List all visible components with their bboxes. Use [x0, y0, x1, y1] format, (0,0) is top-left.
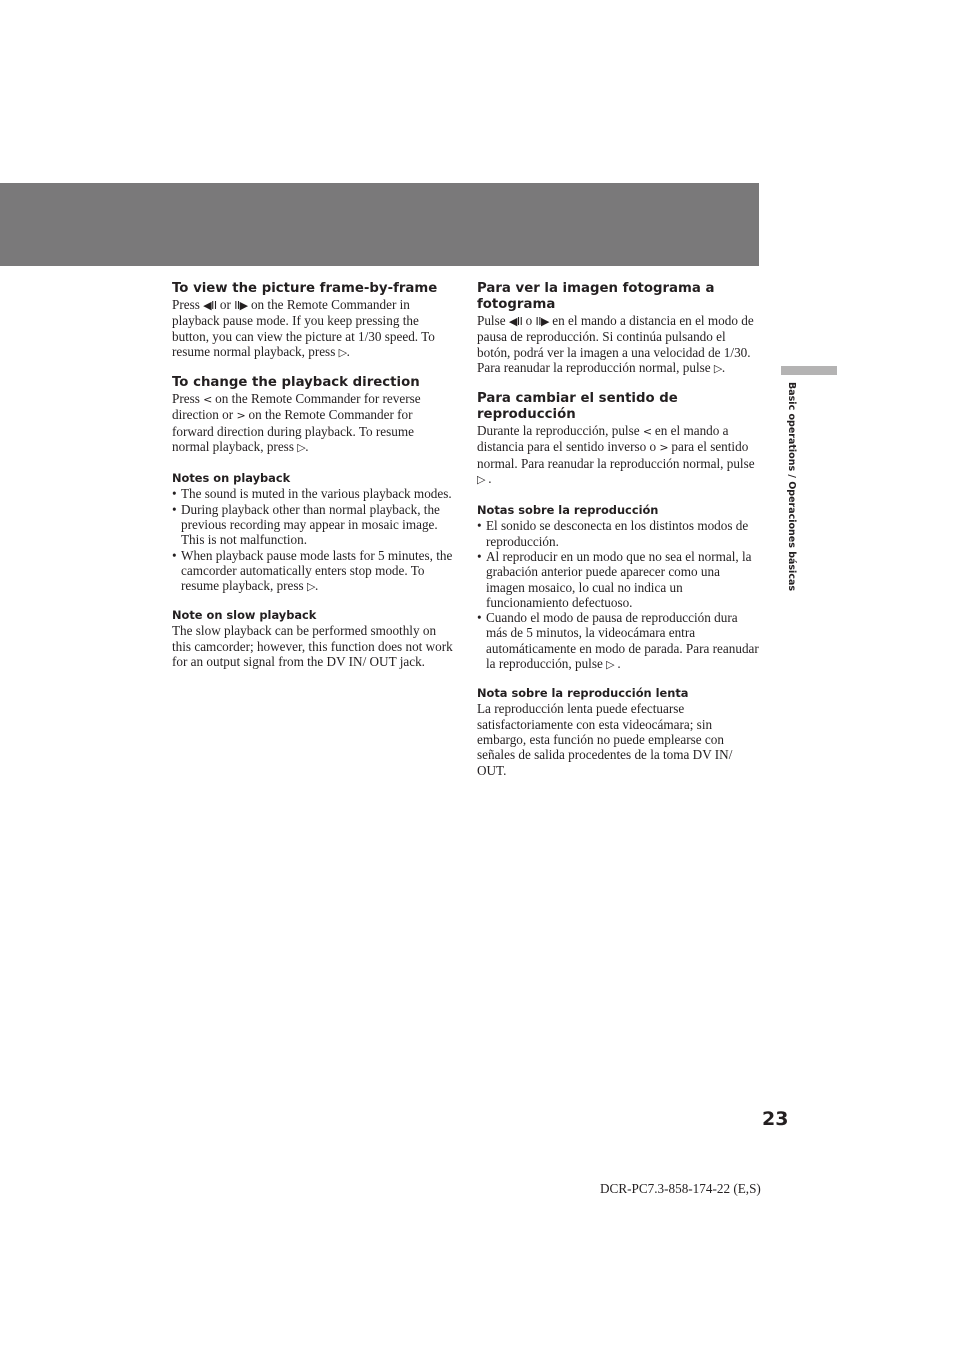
play-icon: ▷ — [306, 580, 315, 594]
list-item: • During playback other than normal playback, the previous recording may appear in mosaic image. This is not malfunction. — [172, 501, 440, 548]
frame-back-icon: ◀II — [203, 299, 217, 312]
en-notes-list — [172, 486, 454, 594]
list-item: • El sonido se desconecta en los distintos modos de reproducción. — [477, 518, 749, 549]
header-band — [0, 183, 759, 266]
forward-icon: > — [236, 409, 246, 423]
es-notes-heading: Notas sobre la reproducción — [477, 503, 659, 518]
page-number: 23 — [762, 1108, 789, 1130]
forward-icon: > — [659, 441, 669, 455]
reverse-icon: < — [642, 425, 652, 439]
es-direction-paragraph: Durante la reproducción, pulse < en el mando a distancia para el sentido inverso o > para el sentido normal. Para reanudar la reproducción normal, pulse ▷ . — [477, 423, 755, 487]
english-column — [172, 281, 454, 669]
es-notes-list — [477, 518, 759, 672]
es-slow-heading: Nota sobre la reproducción lenta — [477, 686, 689, 701]
en-direction-heading: To change the playback direction — [172, 375, 420, 391]
section-tab-marker — [781, 366, 837, 375]
list-item: • The sound is muted in the various playback modes. — [172, 486, 452, 502]
es-frame-resume: Para reanudar la reproducción normal, pulse ▷. — [477, 359, 726, 375]
frame-back-icon: ◀II — [508, 315, 523, 328]
frame-forward-icon: II▶ — [234, 299, 248, 312]
en-slow-paragraph: The slow playback can be performed smoothly on this camcorder; however, this function does not work for an output signal from the DV IN/ OUT jack. — [172, 623, 453, 670]
section-side-label: Basic operations / Operaciones básicas — [786, 382, 797, 592]
list-item: • When playback pause mode lasts for 5 minutes, the camcorder automatically enters stop mode. To resume playback, press ▷. — [172, 547, 453, 594]
reverse-icon: < — [203, 393, 212, 407]
list-item: • Al reproducir en un modo que no sea el normal, la grabación anterior puede aparecer como una imagen mosaico, lo cual no indica un funcionamiento defectuoso. — [477, 548, 752, 610]
es-direction-heading: Para cambiar el sentido de reproducción — [477, 391, 678, 423]
es-slow-paragraph: La reproducción lenta puede efectuarse satisfactoriamente con esta videocámara; sin embargo, esta función no puede emplearse con señales de salida procedentes de la toma DV IN/ OUT. — [477, 701, 733, 778]
play-icon: ▷ — [713, 361, 722, 375]
play-icon: ▷ — [606, 658, 615, 672]
en-frame-heading: To view the picture frame-by-frame — [172, 281, 438, 296]
play-icon: ▷ — [477, 473, 485, 487]
play-icon: ▷ — [338, 345, 347, 359]
es-frame-paragraph: Pulse ◀II o II▶ en el mando a distancia en el modo de pausa de reproducción. Si continúa pulsando el botón, podrá ver la imagen a una velocidad de 1/30. — [477, 313, 754, 360]
en-frame-paragraph: Press ◀II or II▶ on the Remote Commander in playback pause mode. If you keep pressing the button, you can view the picture at 1/30 speed. To resume normal playback, press ▷. — [172, 297, 435, 359]
play-icon: ▷ — [297, 441, 306, 455]
frame-forward-icon: II▶ — [535, 315, 549, 328]
model-code: DCR-PC7.3-858-174-22 (E,S) — [600, 1181, 761, 1196]
en-direction-paragraph: Press < on the Remote Commander for reverse direction or > on the Remote Commander for forward direction during playback. To resume normal playback, press ▷. — [172, 391, 421, 455]
en-slow-heading: Note on slow playback — [172, 608, 317, 623]
spanish-column — [477, 281, 759, 778]
list-item: • Cuando el modo de pausa de reproducción dura más de 5 minutos, la videocámara entra automáticamente en modo de parada. Para reanudar la reproducción, pulse ▷ . — [477, 610, 759, 672]
en-notes-heading: Notes on playback — [172, 471, 291, 486]
es-frame-heading: Para ver la imagen fotograma a fotograma — [477, 281, 715, 312]
